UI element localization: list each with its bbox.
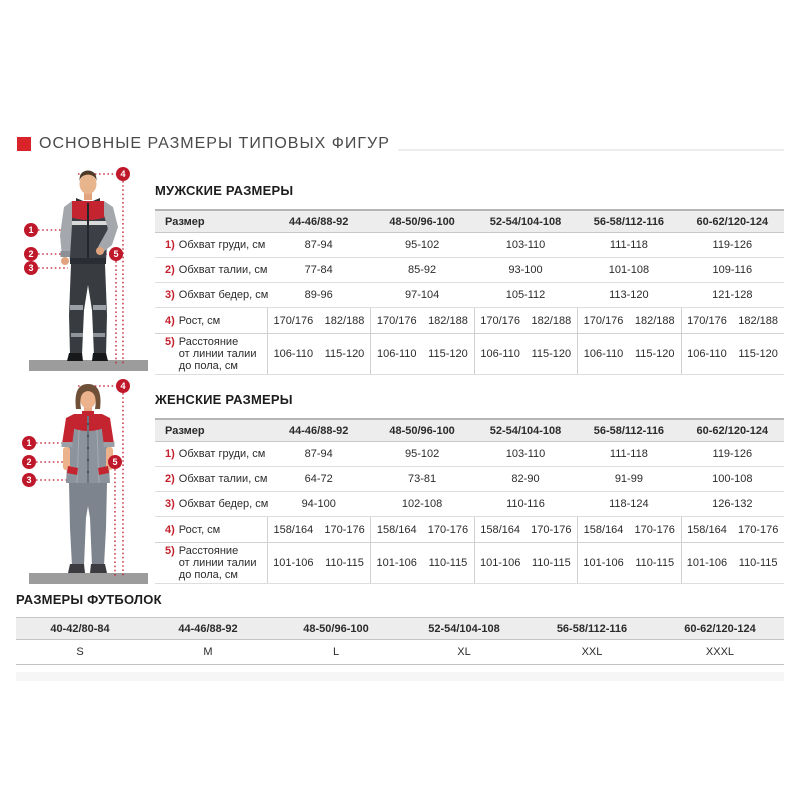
table-row-height — [155, 308, 784, 334]
value-cell: 106-110 — [370, 334, 422, 374]
tshirt-size-table — [16, 617, 784, 681]
svg-text:5: 5 — [112, 457, 118, 467]
value-cell: 111-118 — [609, 448, 648, 460]
svg-text:4: 4 — [120, 381, 126, 391]
value-cell: 106-110 — [577, 334, 629, 374]
table-row-waist — [155, 467, 784, 492]
value-cell: 106-110 — [474, 334, 526, 374]
value-cell: 97-104 — [404, 289, 440, 301]
value-cell: 119-126 — [712, 239, 753, 251]
row-label-cell — [155, 233, 267, 257]
size-header: 44-46/88-92 — [289, 215, 349, 228]
svg-text:3: 3 — [28, 263, 34, 273]
value-cell: 95-102 — [404, 239, 440, 251]
letter-size-cell: M — [203, 646, 213, 658]
mens-sizes-section — [155, 183, 784, 375]
size-header: 52-54/104-108 — [489, 424, 562, 437]
svg-text:2: 2 — [26, 457, 32, 467]
page-title: ОСНОВНЫЕ РАЗМЕРЫ ТИПОВЫХ ФИГУР — [39, 135, 390, 152]
value-cell: 115-120 — [634, 348, 675, 360]
tshirt-sizes-section — [16, 592, 784, 681]
value-cell: 110-115 — [531, 557, 571, 569]
value-cell: 103-110 — [505, 239, 546, 251]
row-label: Обхват груди, см — [178, 239, 266, 251]
value-cell: 170-176 — [324, 523, 365, 536]
table-header-row — [16, 617, 784, 640]
value-cell: 89-96 — [304, 289, 333, 301]
mens-figure-illustration — [16, 165, 156, 375]
value-cell: 119-126 — [712, 448, 753, 460]
value-cell: 100-108 — [712, 473, 753, 485]
value-cell: 182/188 — [324, 314, 365, 327]
value-cell: 85-92 — [408, 264, 437, 276]
value-cell: 101-106 — [370, 543, 422, 583]
svg-text:3: 3 — [26, 475, 32, 485]
size-header: 48-50/96-100 — [389, 424, 455, 437]
value-cell: 77-84 — [304, 264, 333, 276]
row-number: 1) — [165, 239, 175, 251]
mens-size-table — [155, 209, 784, 375]
size-column-header: Размер — [165, 215, 205, 228]
size-header: 60-62/120-124 — [696, 424, 769, 437]
row-label: Рост, см — [178, 523, 221, 536]
value-cell: 87-94 — [304, 239, 333, 251]
row-number: 4) — [165, 314, 175, 327]
marker-5 — [109, 247, 123, 261]
letter-size-cell: XXXL — [705, 646, 735, 658]
womens-sizes-section — [155, 392, 784, 584]
value-cell: 91-99 — [614, 473, 643, 485]
page-title-row — [17, 135, 784, 153]
value-cell: 115-120 — [324, 348, 365, 360]
row-label-cell — [155, 442, 267, 466]
value-cell: 105-112 — [505, 289, 546, 301]
value-cell: 170-176 — [427, 523, 469, 536]
value-cell: 103-110 — [505, 448, 546, 460]
value-cell: 101-106 — [474, 543, 526, 583]
value-cell: 126-132 — [712, 498, 753, 510]
table-header-row — [155, 209, 784, 233]
value-cell: 158/164 — [577, 517, 629, 542]
size-header: 60-62/120-124 — [684, 622, 756, 635]
row-label-cell — [155, 283, 267, 307]
empty-row-band — [16, 672, 784, 681]
value-cell: 110-115 — [428, 557, 468, 569]
marker-4 — [116, 167, 130, 181]
row-number: 2) — [165, 264, 175, 276]
table-row-hips — [155, 283, 784, 308]
value-cell: 73-81 — [408, 473, 437, 485]
size-header: 56-58/112-116 — [556, 622, 628, 635]
table-header-row — [155, 418, 784, 442]
table-row-hips — [155, 492, 784, 517]
svg-text:2: 2 — [28, 249, 34, 259]
table-row-waist-to-floor — [155, 334, 784, 375]
value-cell: 93-100 — [508, 264, 543, 276]
row-label: Обхват бедер, см — [178, 289, 269, 301]
marker-2 — [22, 455, 36, 469]
row-label: Обхват груди, см — [178, 448, 266, 460]
value-cell: 170/176 — [474, 308, 526, 333]
woman-body — [62, 384, 118, 573]
value-cell: 158/164 — [681, 517, 733, 542]
marker-2 — [24, 247, 38, 261]
value-cell: 101-106 — [577, 543, 629, 583]
size-column-header: Размер — [165, 424, 205, 437]
value-cell: 82-90 — [511, 473, 540, 485]
size-header: 52-54/104-108 — [428, 622, 500, 635]
row-number: 4) — [165, 523, 175, 536]
value-cell: 115-120 — [531, 348, 572, 360]
marker-1 — [24, 223, 38, 237]
value-cell: 110-115 — [635, 557, 675, 569]
value-cell: 106-110 — [681, 334, 733, 374]
womens-figure-illustration — [16, 378, 156, 588]
size-header: 48-50/96-100 — [389, 215, 455, 228]
size-header: 52-54/104-108 — [489, 215, 562, 228]
value-cell: 121-128 — [712, 289, 753, 301]
value-cell: 64-72 — [304, 473, 333, 485]
ground-shadow — [29, 360, 148, 371]
value-cell: 110-115 — [325, 557, 364, 569]
value-cell: 118-124 — [609, 498, 649, 510]
value-cell: 110-116 — [506, 498, 545, 510]
size-header: 44-46/88-92 — [178, 622, 238, 635]
letter-size-cell: L — [332, 646, 340, 658]
ground-shadow — [29, 573, 148, 584]
svg-text:1: 1 — [26, 438, 32, 448]
value-cell: 170-176 — [531, 523, 572, 536]
value-cell: 170-176 — [737, 523, 779, 536]
value-cell: 170-176 — [634, 523, 675, 536]
man-body — [60, 171, 118, 362]
value-cell: 87-94 — [304, 448, 333, 460]
value-cell: 101-108 — [608, 264, 650, 276]
womens-sizes-heading: ЖЕНСКИЕ РАЗМЕРЫ — [155, 392, 293, 407]
table-row-height — [155, 517, 784, 543]
tshirt-sizes-heading: РАЗМЕРЫ ФУТБОЛОК — [16, 592, 162, 607]
row-number: 5) — [165, 336, 175, 348]
row-number: 1) — [165, 448, 175, 460]
row-label-cell — [155, 517, 267, 542]
value-cell: 95-102 — [404, 448, 440, 460]
row-number: 5) — [165, 545, 175, 557]
value-cell: 109-116 — [712, 264, 753, 276]
value-cell: 170/176 — [681, 308, 733, 333]
womens-size-table — [155, 418, 784, 584]
row-label-cell — [155, 543, 267, 583]
value-cell: 158/164 — [474, 517, 526, 542]
value-cell: 158/164 — [370, 517, 422, 542]
row-label-cell — [155, 308, 267, 333]
letter-size-cell: XXL — [581, 646, 603, 658]
row-number: 3) — [165, 498, 175, 510]
size-header: 40-42/80-84 — [50, 622, 110, 635]
value-cell: 111-118 — [609, 239, 648, 251]
row-label-cell — [155, 258, 267, 282]
row-label: Обхват талии, см — [178, 473, 268, 485]
row-number: 3) — [165, 289, 175, 301]
marker-5 — [108, 455, 122, 469]
mens-sizes-heading: МУЖСКИЕ РАЗМЕРЫ — [155, 183, 294, 198]
size-header: 48-50/96-100 — [303, 622, 369, 635]
value-cell: 101-106 — [267, 543, 319, 583]
marker-4 — [116, 379, 130, 393]
value-cell: 94-100 — [301, 498, 336, 510]
table-row-chest — [155, 233, 784, 258]
marker-3 — [22, 473, 36, 487]
size-header: 44-46/88-92 — [289, 424, 349, 437]
marker-3 — [24, 261, 38, 275]
value-cell: 102-108 — [401, 498, 443, 510]
size-header: 56-58/112-116 — [593, 424, 665, 437]
value-cell: 170/176 — [577, 308, 629, 333]
row-number: 2) — [165, 473, 175, 485]
row-label: Обхват талии, см — [178, 264, 268, 276]
value-cell: 182/188 — [531, 314, 572, 327]
row-label-cell — [155, 492, 267, 516]
value-cell: 106-110 — [267, 334, 319, 374]
marker-1 — [22, 436, 36, 450]
row-label-cell — [155, 467, 267, 491]
value-cell: 170/176 — [267, 308, 319, 333]
svg-text:1: 1 — [28, 225, 34, 235]
row-label: Рост, см — [178, 314, 221, 327]
row-label-cell — [155, 334, 267, 374]
red-square-bullet-icon — [17, 137, 31, 151]
value-cell: 115-120 — [428, 348, 468, 360]
row-label: Расстояние от линии талии до пола, см — [178, 545, 257, 581]
value-cell: 182/188 — [428, 314, 468, 327]
size-header: 56-58/112-116 — [593, 215, 665, 228]
title-underline — [398, 149, 784, 151]
table-row-letters — [16, 640, 784, 665]
value-cell: 115-120 — [738, 348, 778, 360]
letter-size-cell: XL — [457, 646, 471, 658]
table-row-waist-to-floor — [155, 543, 784, 584]
row-label: Обхват бедер, см — [178, 498, 269, 510]
table-row-waist — [155, 258, 784, 283]
svg-text:5: 5 — [113, 249, 119, 259]
value-cell: 182/188 — [634, 314, 675, 327]
table-row-chest — [155, 442, 784, 467]
value-cell: 170/176 — [370, 308, 422, 333]
row-label: Расстояние от линии талии до пола, см — [178, 336, 257, 372]
svg-text:4: 4 — [120, 169, 126, 179]
value-cell: 101-106 — [681, 543, 733, 583]
value-cell: 113-120 — [609, 289, 649, 301]
value-cell: 110-115 — [738, 557, 778, 569]
size-header: 60-62/120-124 — [696, 215, 769, 228]
value-cell: 158/164 — [267, 517, 319, 542]
value-cell: 182/188 — [738, 314, 779, 327]
letter-size-cell: S — [76, 646, 84, 658]
